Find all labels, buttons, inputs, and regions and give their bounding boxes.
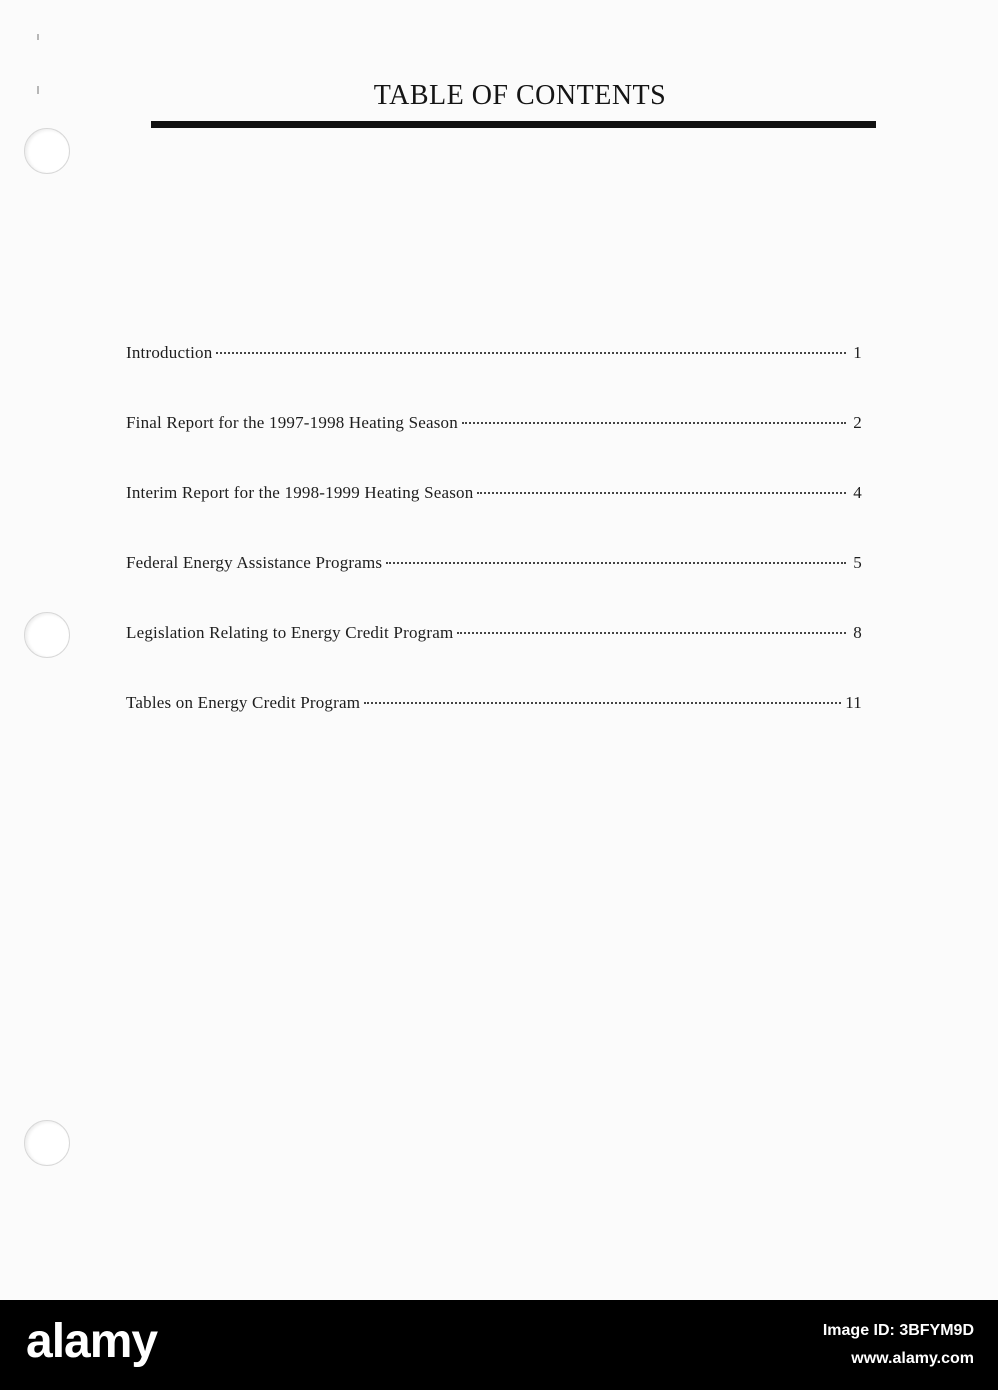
toc-entry-label: Introduction (126, 343, 213, 362)
image-id-text: Image ID: 3BFYM9D (822, 1322, 974, 1339)
toc-entry (126, 413, 862, 483)
dot-leader (462, 422, 846, 424)
site-url-text: www.alamy.com (851, 1350, 974, 1367)
toc-entry-page: 8 (853, 623, 862, 642)
punch-hole (24, 1120, 70, 1166)
toc-list (126, 343, 862, 763)
toc-entry-label: Legislation Relating to Energy Credit Program (126, 623, 454, 642)
toc-entry (126, 693, 862, 763)
punch-hole (24, 128, 70, 174)
page-title: TABLE OF CONTENTS (373, 80, 667, 111)
toc-entry-page: 4 (853, 483, 862, 502)
toc-entry (126, 343, 862, 413)
paper-speck (37, 34, 39, 40)
dot-leader (364, 702, 841, 704)
toc-entry (126, 553, 862, 623)
toc-entry (126, 623, 862, 693)
toc-entry-page: 11 (845, 693, 862, 712)
toc-entry-label: Federal Energy Assistance Programs (126, 553, 383, 572)
title-underline-rule (151, 121, 876, 128)
toc-entry-page: 2 (853, 413, 862, 432)
punch-hole (24, 612, 70, 658)
toc-entry (126, 483, 862, 553)
dot-leader (477, 492, 846, 494)
toc-entry-label: Final Report for the 1997-1998 Heating Season (126, 413, 458, 432)
dot-leader (386, 562, 846, 564)
stock-photo-footer (0, 1300, 998, 1390)
toc-entry-page: 5 (853, 553, 862, 572)
paper-speck (37, 86, 39, 94)
alamy-logo: alamy (26, 1315, 158, 1368)
dot-leader (216, 352, 846, 354)
dot-leader (457, 632, 846, 634)
toc-entry-label: Tables on Energy Credit Program (126, 693, 361, 712)
toc-entry-page: 1 (853, 343, 862, 362)
toc-entry-label: Interim Report for the 1998-1999 Heating Season (126, 483, 474, 502)
